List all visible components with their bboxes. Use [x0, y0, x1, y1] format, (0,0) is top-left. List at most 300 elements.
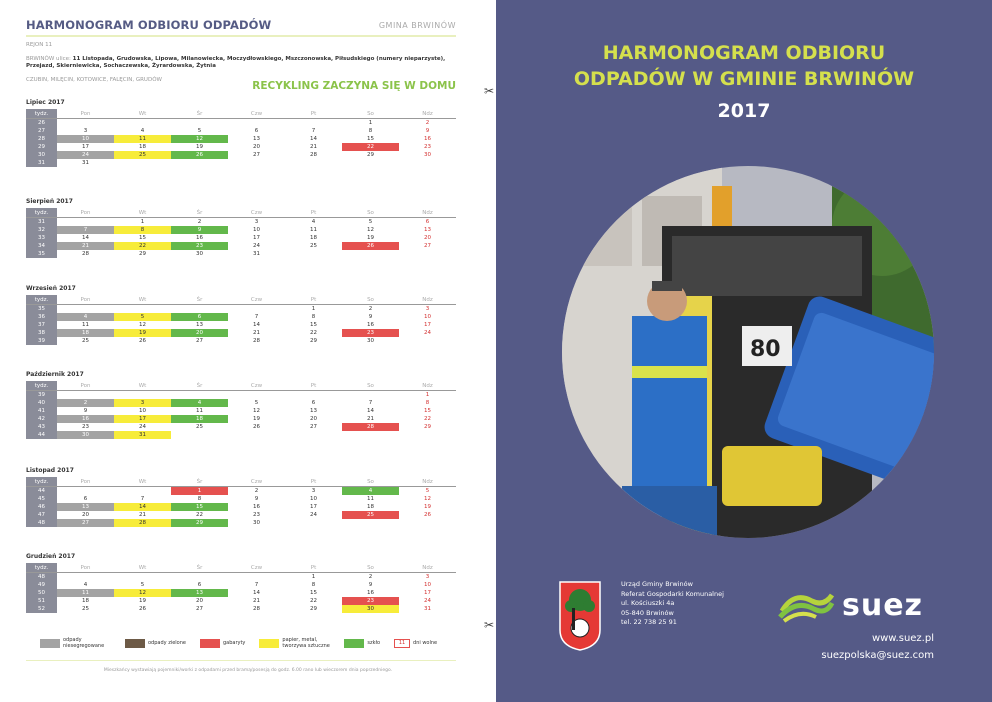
office-line: 05-840 Brwinów [621, 608, 674, 617]
day-cell: 1 [311, 574, 316, 580]
streets-label: BRWINÓW ulice: [26, 56, 71, 62]
day-header: Pon [80, 111, 91, 117]
day-cell: 21 [310, 144, 317, 150]
day-cell: 20 [310, 416, 317, 422]
legend-swatch [344, 639, 364, 648]
week-number: 40 [26, 399, 57, 407]
day-cell: 29 [310, 606, 317, 612]
day-cell: 29 [367, 152, 374, 158]
month-block [26, 99, 456, 167]
day-cell: 17 [82, 144, 89, 150]
truck-photo [562, 166, 934, 538]
day-header: So [367, 297, 374, 303]
week-row [26, 589, 456, 597]
week-header: tydz. [26, 477, 57, 486]
week-row [26, 151, 456, 159]
day-cell [399, 431, 456, 439]
week-number: 27 [26, 127, 57, 135]
week-number: 51 [26, 597, 57, 605]
week-number: 44 [26, 487, 57, 495]
week-number: 43 [26, 423, 57, 431]
day-cell: 15 [310, 322, 317, 328]
week-row [26, 337, 456, 345]
day-cell: 12 [367, 227, 374, 233]
day-cell [399, 250, 456, 258]
month-block [26, 371, 456, 439]
legend-item-holiday [394, 639, 437, 648]
scissors-icon: ✂ [484, 618, 495, 632]
day-header: Czw [250, 111, 263, 117]
day-cell: 14 [367, 408, 374, 414]
week-row [26, 234, 456, 242]
day-cell [342, 159, 399, 167]
day-cell: 8 [425, 400, 430, 406]
weekday-header [26, 477, 456, 487]
day-header: Pt [310, 565, 317, 571]
day-cell: 15 [139, 235, 146, 241]
day-cell: 12 [114, 589, 171, 597]
day-cell [114, 391, 171, 399]
month-block [26, 553, 456, 613]
day-cell: 16 [57, 415, 114, 423]
gmina-label: GMINA BRWINÓW [378, 21, 456, 30]
week-row [26, 135, 456, 143]
day-cell: 24 [424, 330, 431, 336]
day-cell [342, 519, 399, 527]
week-number: 35 [26, 250, 57, 258]
day-cell: 12 [424, 496, 431, 502]
day-cell: 17 [114, 415, 171, 423]
day-cell: 28 [342, 423, 399, 431]
week-row [26, 573, 456, 581]
cover-title-line1: HARMONOGRAM ODBIORU [602, 42, 886, 64]
day-cell: 17 [310, 504, 317, 510]
divider [26, 35, 456, 37]
week-number: 30 [26, 151, 57, 159]
day-cell: 25 [342, 511, 399, 519]
day-header: Pt [310, 479, 317, 485]
cover-title [496, 40, 992, 92]
day-cell: 1 [311, 306, 316, 312]
day-cell: 11 [114, 135, 171, 143]
website-link[interactable]: www.suez.pl [871, 633, 934, 644]
day-cell [399, 337, 456, 345]
day-cell: 13 [171, 589, 228, 597]
week-number: 31 [26, 159, 57, 167]
day-header: Ndz [422, 210, 433, 216]
week-number: 37 [26, 321, 57, 329]
week-row [26, 415, 456, 423]
day-cell [285, 159, 342, 167]
day-header: Pon [80, 297, 91, 303]
day-cell: 8 [311, 314, 316, 320]
day-cell [285, 250, 342, 258]
day-cell: 16 [367, 590, 374, 596]
rejon-label: REJON 11 [26, 42, 53, 48]
day-cell: 14 [310, 136, 317, 142]
day-cell: 11 [367, 496, 374, 502]
day-header: Pt [310, 111, 317, 117]
day-cell: 15 [310, 590, 317, 596]
day-cell: 14 [253, 322, 260, 328]
day-cell: 28 [82, 251, 89, 257]
day-cell: 4 [140, 128, 145, 134]
day-cell: 17 [424, 590, 431, 596]
legend-swatch [200, 639, 220, 648]
day-cell: 28 [253, 606, 260, 612]
week-number: 26 [26, 119, 57, 127]
day-cell: 20 [253, 144, 260, 150]
day-header: Pon [80, 565, 91, 571]
day-header: Czw [250, 565, 263, 571]
day-cell: 17 [253, 235, 260, 241]
day-cell: 3 [311, 488, 316, 494]
week-row [26, 127, 456, 135]
week-row [26, 391, 456, 399]
legend-label: odpady niesegregowane [63, 637, 105, 649]
day-cell: 1 [171, 487, 228, 495]
day-header: Ndz [422, 383, 433, 389]
day-cell: 2 [425, 120, 430, 126]
day-cell [342, 391, 399, 399]
day-cell: 23 [82, 424, 89, 430]
day-cell: 6 [311, 400, 316, 406]
suez-logo [776, 585, 936, 625]
day-header: Śr [196, 383, 203, 389]
day-header: So [367, 111, 374, 117]
office-line: Urząd Gminy Brwinów [621, 580, 693, 588]
week-row [26, 503, 456, 511]
day-cell: 22 [342, 143, 399, 151]
day-cell: 3 [425, 306, 430, 312]
day-cell: 4 [342, 487, 399, 495]
day-cell: 16 [196, 235, 203, 241]
day-cell: 9 [425, 128, 430, 134]
week-header: tydz. [26, 563, 57, 572]
day-cell: 13 [253, 136, 260, 142]
day-cell: 1 [425, 392, 430, 398]
day-header: Pt [310, 210, 317, 216]
day-cell: 7 [254, 582, 259, 588]
day-cell [171, 305, 228, 313]
day-cell: 1 [140, 219, 145, 225]
week-row [26, 159, 456, 167]
day-cell: 7 [368, 400, 373, 406]
week-header: tydz. [26, 109, 57, 118]
week-number: 35 [26, 305, 57, 313]
day-cell: 1 [368, 120, 373, 126]
day-cell: 2 [368, 306, 373, 312]
day-cell: 2 [254, 488, 259, 494]
week-number: 33 [26, 234, 57, 242]
day-cell: 12 [253, 408, 260, 414]
day-cell: 21 [253, 330, 260, 336]
week-number: 36 [26, 313, 57, 321]
day-cell: 19 [196, 144, 203, 150]
day-cell [399, 519, 456, 527]
day-cell: 2 [368, 574, 373, 580]
day-cell: 5 [197, 128, 202, 134]
month-name: Październik 2017 [26, 371, 84, 378]
day-header: Czw [250, 479, 263, 485]
day-cell: 22 [114, 242, 171, 250]
day-cell: 8 [311, 582, 316, 588]
day-cell: 13 [57, 503, 114, 511]
day-cell: 7 [254, 314, 259, 320]
day-cell: 9 [83, 408, 88, 414]
week-row [26, 597, 456, 605]
day-cell: 4 [311, 219, 316, 225]
suez-brand: suez [842, 587, 924, 623]
week-row [26, 226, 456, 234]
month-block [26, 198, 456, 258]
day-cell: 7 [311, 128, 316, 134]
week-number: 48 [26, 519, 57, 527]
legend-item [200, 639, 245, 648]
week-number: 28 [26, 135, 57, 143]
day-header: Śr [196, 479, 203, 485]
day-cell: 27 [424, 243, 431, 249]
day-cell: 24 [139, 424, 146, 430]
day-cell: 31 [82, 160, 89, 166]
day-cell [57, 218, 114, 226]
day-cell: 3 [114, 399, 171, 407]
week-number: 44 [26, 431, 57, 439]
suez-logo-icon [776, 587, 836, 623]
day-header: Czw [250, 383, 263, 389]
week-row [26, 495, 456, 503]
day-header: So [367, 479, 374, 485]
day-cell: 31 [253, 251, 260, 257]
day-cell: 29 [310, 338, 317, 344]
day-header: So [367, 565, 374, 571]
day-cell: 9 [368, 314, 373, 320]
week-number: 45 [26, 495, 57, 503]
crest-icon [558, 580, 602, 652]
day-cell: 31 [424, 606, 431, 612]
day-cell [114, 487, 171, 495]
week-header: tydz. [26, 295, 57, 304]
day-cell: 18 [57, 329, 114, 337]
office-line: Referat Gospodarki Komunalnej [621, 589, 724, 598]
week-row [26, 511, 456, 519]
day-cell: 16 [253, 504, 260, 510]
day-header: Wt [138, 479, 147, 485]
day-cell: 10 [253, 227, 260, 233]
day-cell: 29 [424, 424, 431, 430]
day-cell: 3 [254, 219, 259, 225]
day-cell: 25 [310, 243, 317, 249]
week-number: 42 [26, 415, 57, 423]
day-header: Śr [196, 210, 203, 216]
day-cell: 30 [253, 520, 260, 526]
day-cell [399, 159, 456, 167]
week-row [26, 305, 456, 313]
day-cell: 15 [367, 136, 374, 142]
day-cell: 10 [424, 314, 431, 320]
day-cell: 5 [368, 219, 373, 225]
weekday-header [26, 208, 456, 218]
day-header: Ndz [422, 111, 433, 117]
week-header: tydz. [26, 208, 57, 217]
week-row [26, 399, 456, 407]
week-row [26, 431, 456, 439]
day-cell [114, 305, 171, 313]
day-cell: 8 [114, 226, 171, 234]
week-row [26, 143, 456, 151]
day-cell: 25 [196, 424, 203, 430]
day-cell: 28 [114, 519, 171, 527]
legend-holiday-label: dni wolne [413, 639, 438, 646]
day-header: Pon [80, 383, 91, 389]
day-cell: 6 [254, 128, 259, 134]
legend-label: gabaryty [222, 639, 246, 646]
day-cell: 19 [114, 329, 171, 337]
week-number: 47 [26, 511, 57, 519]
office-address [621, 580, 724, 628]
day-cell: 29 [171, 519, 228, 527]
legend-item [344, 639, 380, 648]
day-cell: 10 [57, 135, 114, 143]
day-cell: 4 [83, 582, 88, 588]
week-row [26, 329, 456, 337]
villages-list: CZUBIN, MILĘCIN, KOTOWICE, FALĘCIN, GRUDÓW [26, 77, 162, 83]
day-cell: 9 [254, 496, 259, 502]
day-cell: 26 [139, 606, 146, 612]
week-number: 48 [26, 573, 57, 581]
day-header: Wt [138, 565, 147, 571]
month-name: Sierpień 2017 [26, 198, 73, 205]
day-cell: 21 [57, 242, 114, 250]
weekday-header [26, 563, 456, 573]
email-link[interactable]: suezpolska@suez.com [821, 650, 934, 661]
week-row [26, 313, 456, 321]
day-cell [228, 391, 285, 399]
legend-swatch [40, 639, 60, 648]
day-cell: 22 [310, 598, 317, 604]
legend [40, 638, 451, 649]
day-cell: 14 [253, 590, 260, 596]
day-cell: 23 [253, 512, 260, 518]
day-cell: 19 [367, 235, 374, 241]
day-cell [57, 487, 114, 495]
day-cell: 16 [424, 136, 431, 142]
day-header: Śr [196, 111, 203, 117]
office-line: ul. Kościuszki 4a [621, 599, 675, 607]
day-cell: 23 [171, 242, 228, 250]
week-number: 31 [26, 218, 57, 226]
day-cell [114, 159, 171, 167]
day-header: Czw [250, 210, 263, 216]
day-cell: 11 [196, 408, 203, 414]
day-cell: 19 [253, 416, 260, 422]
day-cell: 28 [253, 338, 260, 344]
slogan: RECYKLING ZACZYNA SIĘ W DOMU [252, 80, 456, 92]
day-cell [285, 391, 342, 399]
week-number: 52 [26, 605, 57, 613]
day-header: Pt [310, 297, 317, 303]
day-cell: 17 [424, 322, 431, 328]
day-header: Pon [80, 210, 91, 216]
streets-list [26, 56, 456, 70]
weekday-header [26, 295, 456, 305]
day-cell: 21 [253, 598, 260, 604]
week-number: 46 [26, 503, 57, 511]
week-number: 41 [26, 407, 57, 415]
legend-swatch [259, 639, 279, 648]
day-cell: 25 [82, 338, 89, 344]
day-header: Wt [138, 383, 147, 389]
month-block [26, 285, 456, 345]
day-cell: 10 [139, 408, 146, 414]
week-row [26, 519, 456, 527]
schedule-title: HARMONOGRAM ODBIORU ODPADÓW [26, 18, 272, 32]
day-header: Pt [310, 383, 317, 389]
day-cell: 25 [114, 151, 171, 159]
day-header: Wt [138, 297, 147, 303]
day-cell: 26 [342, 242, 399, 250]
day-cell [171, 119, 228, 127]
day-header: So [367, 383, 374, 389]
week-number: 50 [26, 589, 57, 597]
day-cell: 30 [367, 338, 374, 344]
week-row [26, 250, 456, 258]
day-cell: 22 [310, 330, 317, 336]
week-number: 34 [26, 242, 57, 250]
day-cell: 18 [367, 504, 374, 510]
day-cell: 23 [424, 144, 431, 150]
footer-divider [26, 660, 456, 661]
day-cell [171, 431, 228, 439]
legend-swatch [125, 639, 145, 648]
cover-title-line2: ODPADÓW W GMINIE BRWINÓW [573, 68, 915, 90]
day-cell: 9 [368, 582, 373, 588]
month-name: Grudzień 2017 [26, 553, 76, 560]
week-number: 29 [26, 143, 57, 151]
week-number: 49 [26, 581, 57, 589]
day-cell [228, 431, 285, 439]
day-cell: 8 [197, 496, 202, 502]
day-header: Ndz [422, 297, 433, 303]
day-cell [171, 159, 228, 167]
day-cell: 24 [253, 243, 260, 249]
week-row [26, 218, 456, 226]
day-cell: 28 [310, 152, 317, 158]
day-cell: 12 [171, 135, 228, 143]
day-cell: 30 [196, 251, 203, 257]
week-row [26, 119, 456, 127]
streets-value: 11 Listopada, Grudowska, Lipowa, Milanowiecka, Moczydłowskiego, Mszczonowska, Piłsudskiego (numery nieparzyste), Przejazd, Skierniewicka, Sochaczewska, Żyrardowska, Żytnia [26, 56, 446, 69]
day-cell: 31 [114, 431, 171, 439]
day-cell: 9 [171, 226, 228, 234]
week-number: 32 [26, 226, 57, 234]
day-cell [285, 119, 342, 127]
day-cell [171, 573, 228, 581]
day-cell [57, 573, 114, 581]
week-row [26, 321, 456, 329]
month-name: Lipiec 2017 [26, 99, 65, 106]
day-header: Wt [138, 210, 147, 216]
cover-page [496, 0, 992, 702]
day-cell: 27 [196, 338, 203, 344]
contact-info [821, 630, 934, 664]
day-cell: 6 [171, 313, 228, 321]
day-cell [114, 119, 171, 127]
day-cell: 10 [424, 582, 431, 588]
day-cell: 6 [197, 582, 202, 588]
month-name: Wrzesień 2017 [26, 285, 76, 292]
day-cell: 12 [139, 322, 146, 328]
